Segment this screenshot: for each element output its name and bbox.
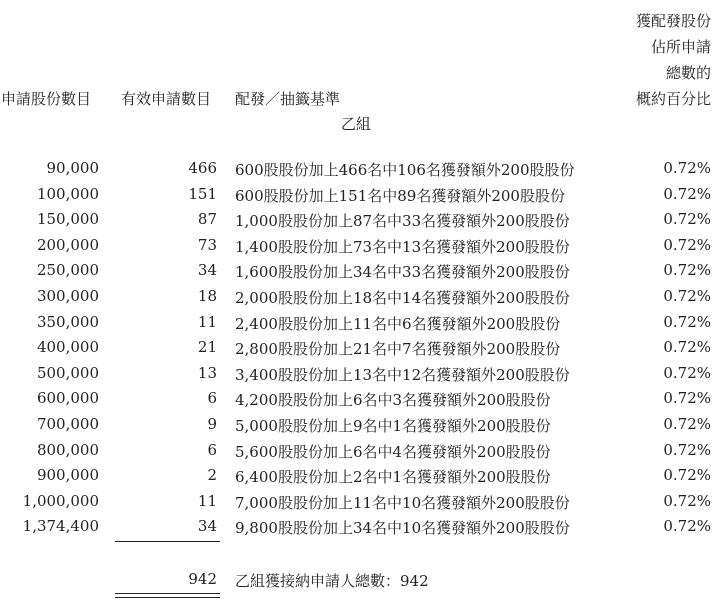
- row-percentage: 0.72%: [663, 236, 711, 254]
- group-title: 乙組: [341, 115, 372, 133]
- row-valid-applications: 21: [197, 338, 217, 356]
- row-valid-applications: 11: [197, 313, 217, 331]
- pct-header-line-3: 總數的: [665, 64, 711, 82]
- row-allotment-basis: 5,600股股份加上6名中4名獲發額外200股股份: [235, 443, 551, 461]
- total-double-rule-2: [115, 597, 220, 598]
- row-percentage: 0.72%: [663, 210, 711, 228]
- row-shares-applied: 700,000: [36, 415, 99, 433]
- row-percentage: 0.72%: [663, 338, 711, 356]
- row-allotment-basis: 3,400股股份加上13名中12名獲發額外200股股份: [235, 366, 570, 384]
- row-valid-applications: 73: [197, 236, 217, 254]
- row-allotment-basis: 1,400股股份加上73名中13名獲發額外200股股份: [235, 238, 570, 256]
- row-valid-applications: 466: [188, 159, 217, 177]
- row-shares-applied: 1,000,000: [22, 492, 99, 510]
- row-allotment-basis: 600股股份加上466名中106名獲發額外200股股份: [235, 161, 575, 179]
- row-percentage: 0.72%: [663, 492, 711, 510]
- row-shares-applied: 900,000: [36, 466, 99, 484]
- row-allotment-basis: 4,200股股份加上6名中3名獲發額外200股股份: [235, 391, 551, 409]
- row-shares-applied: 150,000: [36, 210, 99, 228]
- row-allotment-basis: 600股股份加上151名中89名獲發額外200股股份: [235, 187, 565, 205]
- row-valid-applications: 6: [207, 441, 217, 459]
- row-percentage: 0.72%: [663, 389, 711, 407]
- total-label: 乙組獲接納申請人總數：942: [235, 572, 429, 590]
- row-valid-applications: 87: [197, 210, 217, 228]
- row-percentage: 0.72%: [663, 185, 711, 203]
- row-allotment-basis: 7,000股股份加上11名中10名獲發額外200股股份: [235, 494, 570, 512]
- total-double-rule-1: [115, 593, 220, 594]
- row-shares-applied: 600,000: [36, 389, 99, 407]
- row-valid-applications: 18: [197, 287, 217, 305]
- row-valid-applications: 6: [207, 389, 217, 407]
- row-percentage: 0.72%: [663, 415, 711, 433]
- row-shares-applied: 250,000: [36, 261, 99, 279]
- pct-header-line-4: 概約百分比: [635, 90, 711, 108]
- row-shares-applied: 90,000: [46, 159, 99, 177]
- row-valid-applications: 13: [197, 364, 217, 382]
- row-allotment-basis: 9,800股股份加上34名中10名獲發額外200股股份: [235, 519, 570, 537]
- row-valid-applications: 9: [207, 415, 217, 433]
- row-valid-applications: 151: [188, 185, 217, 203]
- row-allotment-basis: 5,000股股份加上9名中1名獲發額外200股股份: [235, 417, 551, 435]
- row-allotment-basis: 1,600股股份加上34名中33名獲發額外200股股份: [235, 263, 570, 281]
- row-allotment-basis: 1,000股股份加上87名中33名獲發額外200股股份: [235, 212, 570, 230]
- row-shares-applied: 300,000: [36, 287, 99, 305]
- row-shares-applied: 500,000: [36, 364, 99, 382]
- row-allotment-basis: 6,400股股份加上2名中1名獲發額外200股股份: [235, 468, 551, 486]
- row-shares-applied: 100,000: [36, 185, 99, 203]
- row-shares-applied: 800,000: [36, 441, 99, 459]
- allotment-basis-header: 配發／抽籤基準: [235, 90, 341, 108]
- row-valid-applications: 34: [197, 517, 217, 535]
- total-count: 942: [188, 570, 217, 588]
- row-valid-applications: 34: [197, 261, 217, 279]
- shares-applied-header: 申請股份數目: [1, 90, 92, 108]
- row-allotment-basis: 2,400股股份加上11名中6名獲發額外200股股份: [235, 315, 561, 333]
- row-shares-applied: 1,374,400: [22, 517, 99, 535]
- row-valid-applications: 11: [197, 492, 217, 510]
- row-percentage: 0.72%: [663, 517, 711, 535]
- row-percentage: 0.72%: [663, 466, 711, 484]
- valid-applications-header: 有效申請數目: [121, 90, 212, 108]
- row-shares-applied: 350,000: [36, 313, 99, 331]
- row-percentage: 0.72%: [663, 287, 711, 305]
- row-shares-applied: 200,000: [36, 236, 99, 254]
- row-percentage: 0.72%: [663, 159, 711, 177]
- row-percentage: 0.72%: [663, 364, 711, 382]
- row-percentage: 0.72%: [663, 441, 711, 459]
- pct-header-line-1: 獲配發股份: [635, 12, 711, 30]
- pct-header-line-2: 佔所申請: [650, 38, 711, 56]
- total-top-rule: [115, 541, 220, 542]
- row-allotment-basis: 2,800股股份加上21名中7名獲發額外200股股份: [235, 340, 561, 358]
- row-valid-applications: 2: [207, 466, 217, 484]
- row-allotment-basis: 2,000股股份加上18名中14名獲發額外200股股份: [235, 289, 570, 307]
- row-percentage: 0.72%: [663, 261, 711, 279]
- row-shares-applied: 400,000: [36, 338, 99, 356]
- row-percentage: 0.72%: [663, 313, 711, 331]
